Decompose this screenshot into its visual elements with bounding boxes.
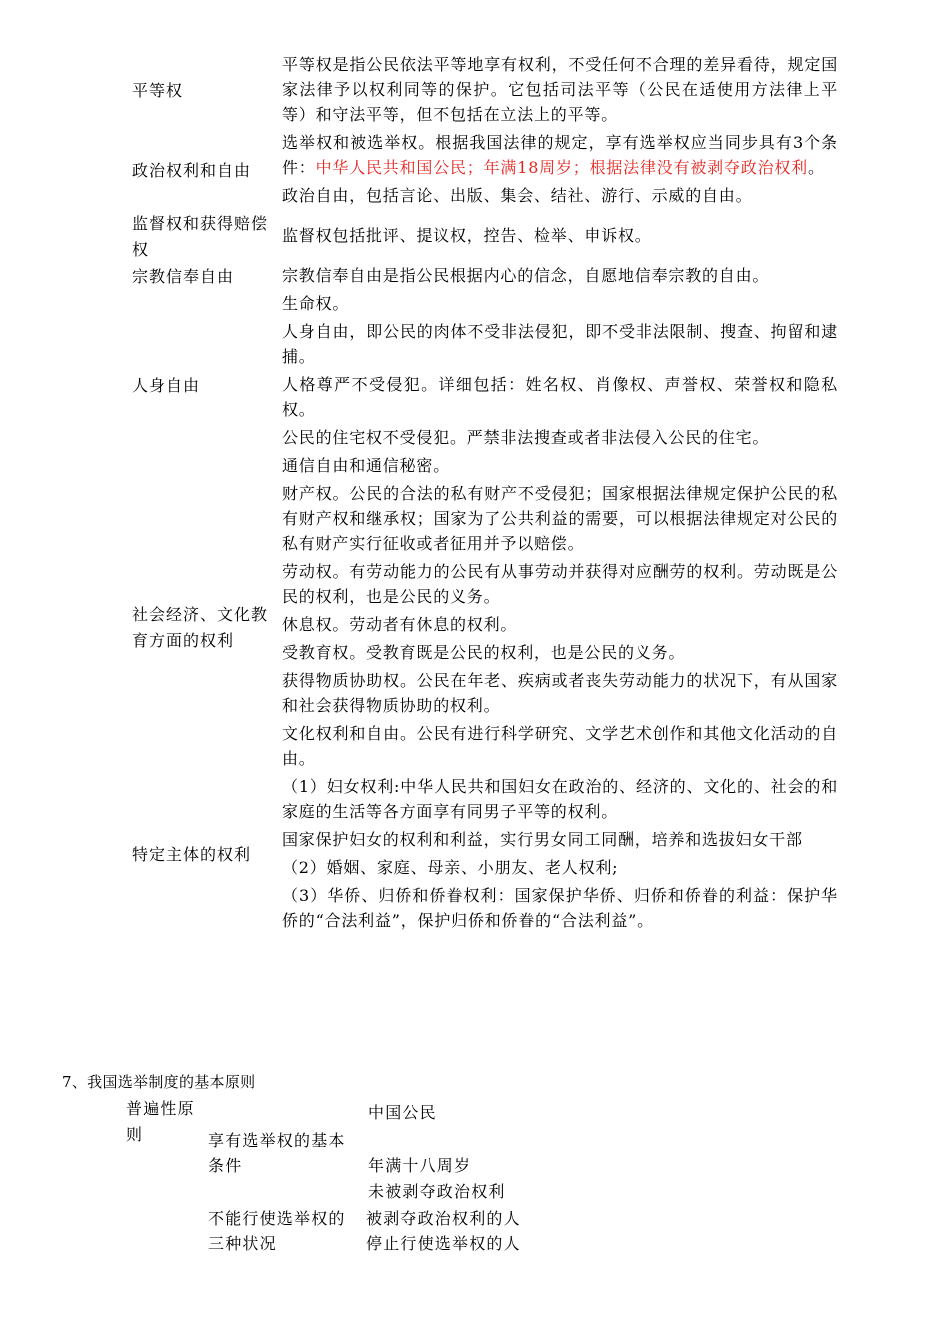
text-segment: 获得物质协助权。公民在年老、疾病或者丧失劳动能力的状况下，有从国家和社会获得物质协助的权利。 xyxy=(282,671,838,715)
condition-item: 中国公民 xyxy=(368,1103,437,1122)
text-segment: 受教育权。受教育既是公民的权利，也是公民的义务。 xyxy=(282,643,686,662)
rights-description xyxy=(282,211,838,263)
text-segment: 财产权。公民的合法的私有财产不受侵犯；国家根据法律规定保护公民的私有财产权和继承权；国家为了公共利益的需要，可以根据法律规定对公民的私有财产实行征收或者征用并予以赔偿。 xyxy=(282,484,838,553)
rights-row xyxy=(128,211,838,263)
rights-row xyxy=(128,263,838,291)
text-segment: 宗教信奉自由是指公民根据内心的信念，自愿地信奉宗教的自由。 xyxy=(282,266,770,285)
text-segment: 。 xyxy=(807,158,825,177)
election-principles-table xyxy=(120,1096,580,1266)
text-segment: 政治自由，包括言论、出版、集会、结社、游行、示威的自由。 xyxy=(282,186,753,205)
rights-category: 社会经济、文化教育方面的权利 xyxy=(132,604,269,650)
description-paragraph xyxy=(282,559,838,609)
highlighted-text: 中华人民共和国公民；年满18周岁；根据法律没有被剥夺政治权利 xyxy=(315,158,808,177)
description-paragraph xyxy=(282,319,838,369)
rights-description xyxy=(282,291,838,481)
description-paragraph xyxy=(282,183,838,208)
rights-description xyxy=(282,52,838,130)
description-paragraph xyxy=(282,883,838,933)
description-paragraph xyxy=(282,640,838,665)
description-paragraph xyxy=(282,52,838,127)
description-paragraph xyxy=(282,855,838,880)
description-paragraph xyxy=(282,721,838,771)
rights-category: 特定主体的权利 xyxy=(132,845,252,864)
description-paragraph xyxy=(282,263,838,288)
description-paragraph xyxy=(282,481,838,556)
rights-category: 宗教信奉自由 xyxy=(132,267,235,286)
cannot-vote-label-line2: 三种状况 xyxy=(208,1234,277,1253)
rights-description xyxy=(282,774,838,936)
rights-description xyxy=(282,263,838,291)
condition-item: 年满十八周岁 xyxy=(368,1156,472,1175)
description-paragraph xyxy=(282,372,838,422)
description-paragraph xyxy=(282,612,838,637)
description-paragraph xyxy=(282,668,838,718)
condition-item: 未被剥夺政治权利 xyxy=(368,1182,506,1201)
description-paragraph xyxy=(282,774,838,824)
text-segment: （2）婚姻、家庭、母亲、小朋友、老人权利; xyxy=(282,858,619,877)
text-segment: （3）华侨、归侨和侨眷权利：国家保护华侨、归侨和侨眷的利益：保护华侨的“合法利益”，保护归侨和侨眷的“合法利益”。 xyxy=(282,886,838,930)
text-segment: 生命权。 xyxy=(282,294,350,313)
text-segment: 公民的住宅权不受侵犯。严禁非法搜查或者非法侵入公民的住宅。 xyxy=(282,428,770,447)
rights-row xyxy=(128,481,838,774)
text-segment: 人格尊严不受侵犯。详细包括：姓名权、肖像权、声誉权、荣誉权和隐私权。 xyxy=(282,375,838,419)
description-paragraph xyxy=(282,453,838,478)
rights-row xyxy=(128,291,838,481)
rights-table xyxy=(128,52,838,936)
rights-category: 平等权 xyxy=(132,81,184,100)
text-segment: 劳动权。有劳动能力的公民有从事劳动并获得对应酬劳的权利。劳动既是公民的权利，也是公民的义务。 xyxy=(282,562,838,606)
text-segment: 国家保护妇女的权利和利益，实行男女同工同酬，培养和选拔妇女干部 xyxy=(282,830,803,849)
rights-category: 人身自由 xyxy=(132,376,201,395)
rights-category: 监督权和获得赔偿权 xyxy=(132,214,269,259)
text-segment: 平等权是指公民依法平等地享有权利，不受任何不合理的差异看待，规定国家法律予以权利同等的保护。它包括司法平等（公民在适使用方法律上平等）和守法平等，但不包括在立法上的平等。 xyxy=(282,55,838,124)
rights-row xyxy=(128,774,838,936)
description-paragraph xyxy=(282,425,838,450)
description-paragraph xyxy=(282,291,838,316)
section-title: 7、我国选举制度的基本原则 xyxy=(62,1073,256,1091)
principle-label-line2: 则 xyxy=(126,1125,144,1144)
text-segment: 人身自由，即公民的肉体不受非法侵犯，即不受非法限制、搜查、拘留和逮捕。 xyxy=(282,322,838,366)
rights-row xyxy=(128,52,838,130)
description-paragraph xyxy=(282,130,838,180)
description-paragraph xyxy=(282,223,838,248)
description-paragraph xyxy=(282,827,838,852)
rights-row xyxy=(128,130,838,211)
text-segment: 文化权利和自由。公民有进行科学研究、文学艺术创作和其他文化活动的自由。 xyxy=(282,724,838,768)
rights-description xyxy=(282,481,838,774)
rights-description xyxy=(282,130,838,211)
cannot-vote-label-line1: 不能行使选举权的 xyxy=(208,1209,346,1228)
rights-category: 政治权利和自由 xyxy=(132,160,252,180)
basic-condition-label-line2: 条件 xyxy=(208,1156,243,1175)
basic-condition-label-line1: 享有选举权的基本 xyxy=(208,1131,346,1150)
text-segment: 监督权包括批评、提议权，控告、检举、申诉权。 xyxy=(282,226,652,245)
text-segment: 休息权。劳动者有休息的权利。 xyxy=(282,615,518,634)
principle-label-line1: 普遍性原 xyxy=(126,1099,195,1118)
text-segment: 选举权和被选举权。根据我国法律的规定，享有选举权应当同步具有3个条件： xyxy=(282,133,838,177)
cannot-vote-case: 被剥夺政治权利的人 xyxy=(366,1209,521,1228)
cannot-vote-case: 停止行使选举权的人 xyxy=(366,1234,521,1253)
text-segment: 通信自由和通信秘密。 xyxy=(282,456,451,475)
text-segment: （1）妇女权利:中华人民共和国妇女在政治的、经济的、文化的、社会的和家庭的生活等各方面享有同男子平等的权利。 xyxy=(282,777,838,821)
